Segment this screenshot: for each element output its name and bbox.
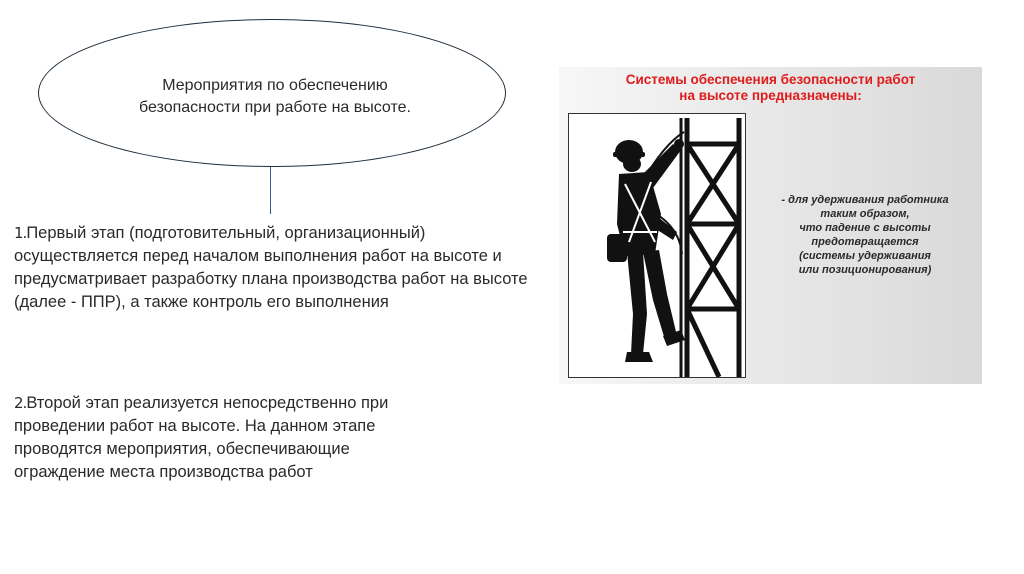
- safety-figure-panel: [559, 67, 982, 384]
- figure-title-line-1: Системы обеспечения безопасности работ: [625, 72, 916, 87]
- stage-1-number: 1.: [14, 224, 27, 242]
- stage-1-text: Первый этап (подготовительный, организационный) осуществляется перед началом выполнения работ на высоте и предусматривает разработку плана производства работ на высоте (далее - ППР), а также контроль его выполнения: [14, 224, 528, 311]
- tower-lattice: [687, 118, 739, 377]
- caption-line: предотвращается: [811, 236, 919, 248]
- figure-caption: [755, 193, 975, 277]
- stage-2-number: 2.: [14, 394, 27, 412]
- worker-on-tower-illustration: [568, 113, 746, 378]
- figure-title: [559, 72, 982, 104]
- stage-2-text: Второй этап реализуется непосредственно при проведении работ на высоте. На данном этапе проводятся мероприятия, обеспечивающие ограждение места производства работ: [14, 394, 389, 481]
- heading-text: [100, 75, 450, 119]
- worker-silhouette: [607, 139, 685, 362]
- caption-line: (системы удерживания: [799, 250, 931, 262]
- figure-title-line-2: на высоте предназначены:: [679, 88, 862, 103]
- caption-line: таким образом,: [820, 208, 910, 220]
- connector-line: [270, 167, 271, 214]
- caption-line: - для удерживания работника: [781, 194, 949, 206]
- heading-line-1: Мероприятия по обеспечению: [162, 77, 388, 94]
- heading-line-2: безопасности при работе на высоте.: [139, 99, 411, 116]
- stage-2-paragraph: [14, 392, 414, 484]
- worker-illustration-svg: [569, 114, 745, 377]
- caption-line: или позиционирования): [798, 264, 932, 276]
- caption-line: что падение с высоты: [799, 222, 931, 234]
- stage-1-paragraph: [14, 222, 534, 314]
